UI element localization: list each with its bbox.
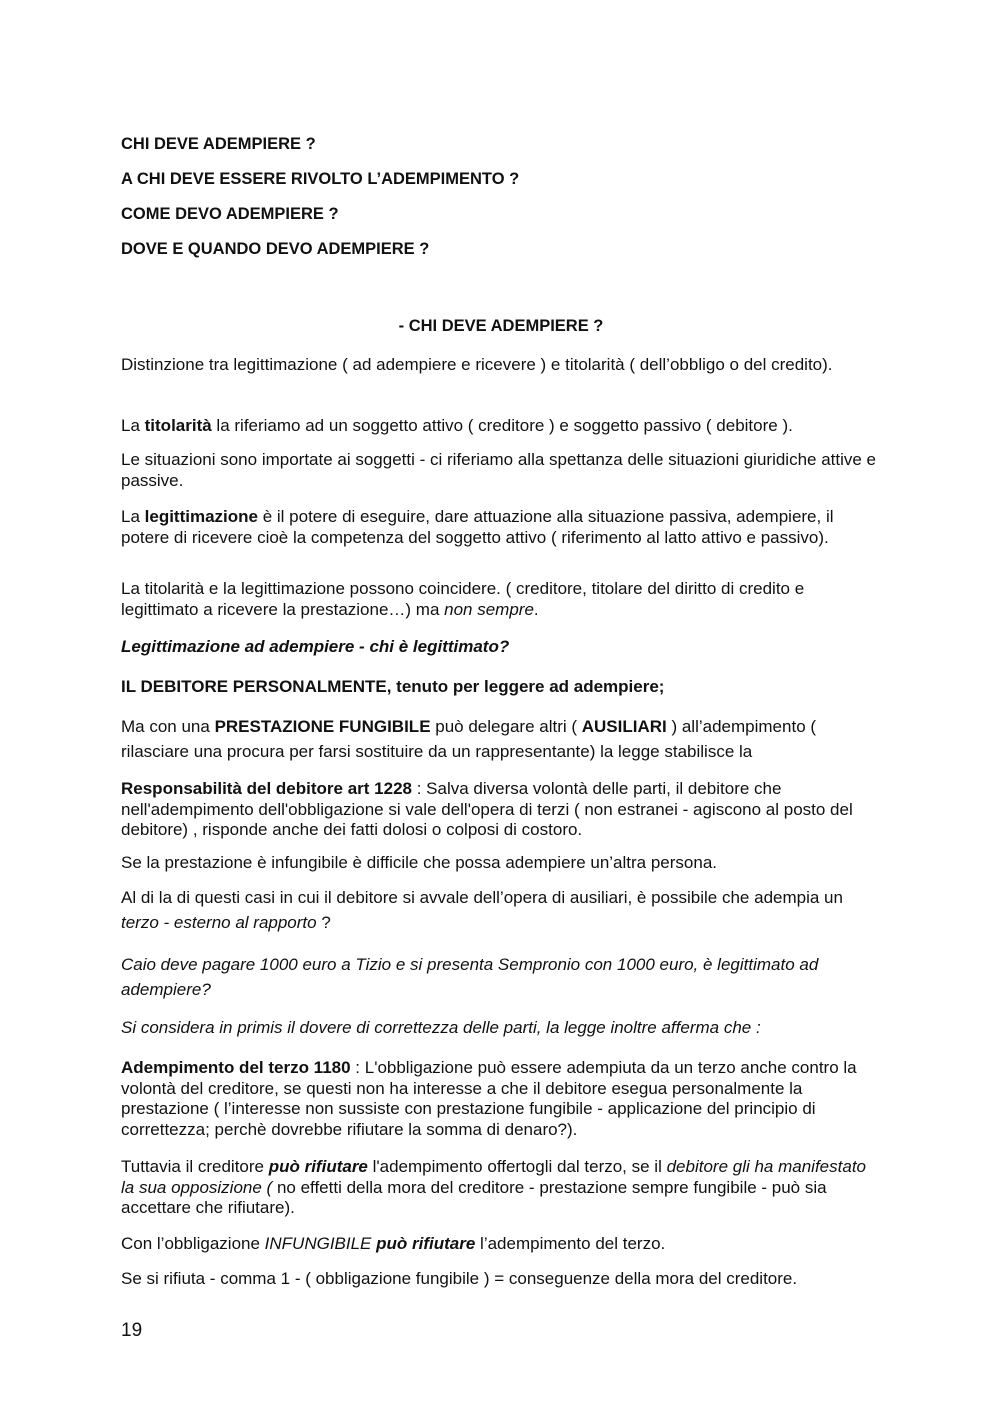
- paragraph-14: Adempimento del terzo 1180 : L'obbligazione può essere adempiuta da un terzo anche contro la volontà del creditore, se questi non ha interesse a che il debitore esegua personalmente la prestazione ( l’interesse non sussiste con prestazione fungibile - applicazione del principio di correttezza; perchè dovrebbe rifiutare la somma di denaro?).: [121, 1058, 857, 1139]
- paragraph-8: Ma con una PRESTAZIONE FUNGIBILE può delegare altri ( AUSILIARI ) all’adempimento ( rilasciare una procura per farsi sostituire da un rappresentante) la legge stabilisce la: [121, 717, 817, 761]
- paragraph-1: Distinzione tra legittimazione ( ad adempiere e ricevere ) e titolarità ( dell’obbligo o del credito).: [121, 355, 833, 374]
- paragraph-17: Se si rifiuta - comma 1 - ( obbligazione fungibile ) = conseguenze della mora del creditore.: [121, 1269, 798, 1288]
- paragraph-3: Le situazioni sono importate ai soggetti - ci riferiamo alla spettanza delle situazioni giuridiche attive e passive.: [121, 450, 877, 490]
- paragraph-16: Con l’obbligazione INFUNGIBILE può rifiutare l’adempimento del terzo.: [121, 1234, 666, 1253]
- page-number: 19: [121, 1320, 143, 1341]
- question-2: A CHI DEVE ESSERE RIVOLTO L’ADEMPIMENTO ?: [121, 170, 520, 188]
- paragraph-6: Legittimazione ad adempiere - chi è legittimato?: [121, 637, 510, 656]
- paragraph-5: La titolarità e la legittimazione possono coincidere. ( creditore, titolare del diritto di credito e legittimato a ricevere la prestazione…) ma non sempre.: [121, 579, 805, 619]
- question-3: COME DEVO ADEMPIERE ?: [121, 205, 339, 223]
- paragraph-2: La titolarità la riferiamo ad un soggetto attivo ( creditore ) e soggetto passivo ( debitore ).: [121, 416, 793, 435]
- paragraph-10: Se la prestazione è infungibile è difficile che possa adempiere un’altra persona.: [121, 853, 718, 872]
- paragraph-15: Tuttavia il creditore può rifiutare l'adempimento offertogli dal terzo, se il debitore gli ha manifestato la sua opposizione ( no effetti della mora del creditore - prestazione sempre fungibile - può sia accettare che rifiutare).: [121, 1157, 866, 1217]
- section-title: - CHI DEVE ADEMPIERE ?: [398, 317, 604, 335]
- paragraph-12: Caio deve pagare 1000 euro a Tizio e si presenta Sempronio con 1000 euro, è legittimato ad adempiere?: [121, 955, 819, 999]
- paragraph-9: Responsabilità del debitore art 1228 : Salva diversa volontà delle parti, il debitore che nell'adempimento dell'obbligazione si vale dell'opera di terzi ( non estranei - agiscono al posto del debitore) , risponde anche dei fatti dolosi o colposi di costoro.: [121, 779, 853, 839]
- paragraph-4: La legittimazione è il potere di eseguire, dare attuazione alla situazione passiva, adempiere, il potere di ricevere cioè la competenza del soggetto attivo ( riferimento al latto attivo e passivo).: [121, 507, 834, 547]
- question-1: CHI DEVE ADEMPIERE ?: [121, 135, 316, 153]
- paragraph-7: IL DEBITORE PERSONALMENTE, tenuto per leggere ad adempiere;: [121, 677, 665, 696]
- paragraph-11: Al di la di questi casi in cui il debitore si avvale dell’opera di ausiliari, è possibile che adempia un terzo - esterno al rapporto ?: [121, 888, 843, 932]
- question-4: DOVE E QUANDO DEVO ADEMPIERE ?: [121, 240, 430, 258]
- paragraph-13: Si considera in primis il dovere di correttezza delle parti, la legge inoltre afferma che :: [121, 1018, 761, 1037]
